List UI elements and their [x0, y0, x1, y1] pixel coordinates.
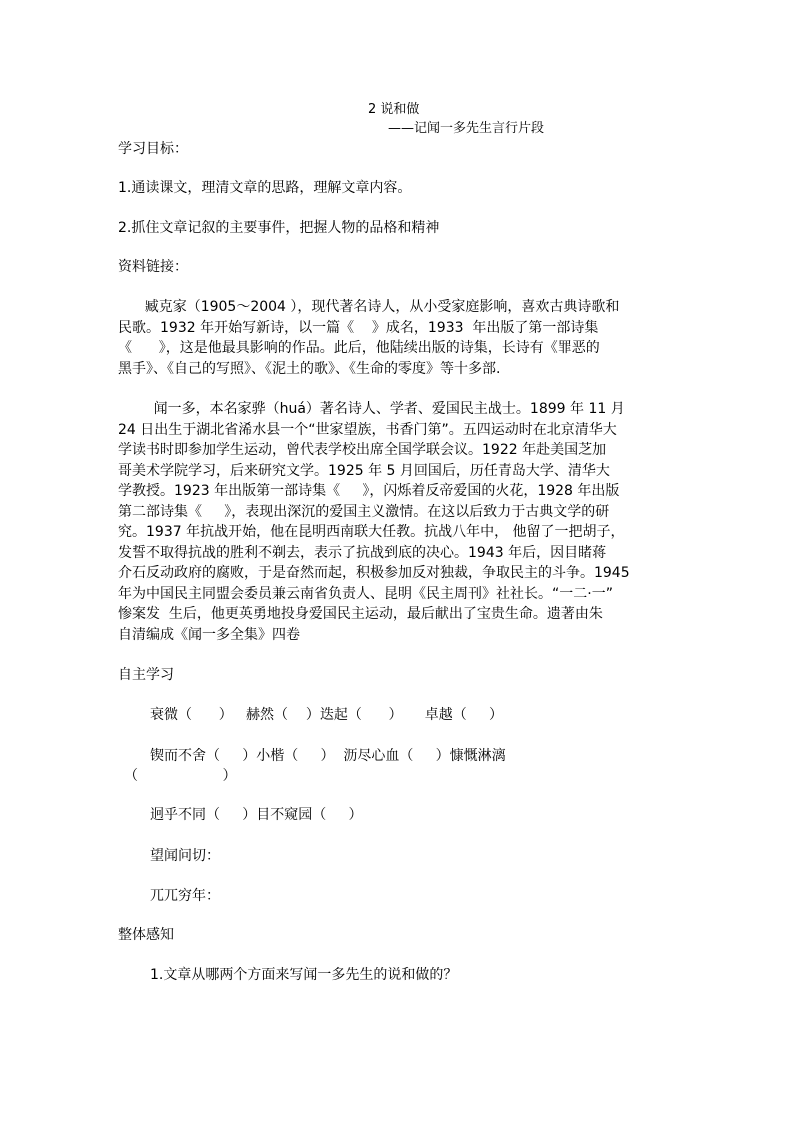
vocab-row-1: 衰微（ ） 赫然（ ）迭起（ ） 卓越（ ） — [150, 707, 504, 723]
paragraph-line: 介石反动政府的腐败，于是奋然而起，积极参加反对独裁，争取民主的斗争。1945 — [118, 565, 630, 581]
resources-heading: 资料链接： — [118, 259, 188, 275]
lesson-title: 2 说和做 — [368, 102, 420, 117]
vocab-row-2-continued: （ ） — [124, 768, 237, 784]
paragraph-line: 臧克家（1905～2004 ），现代著名诗人，从小受家庭影响，喜欢古典诗歌和 — [118, 299, 620, 315]
vocab-row-3: 迥乎不同（ ）目不窥园（ ） — [150, 807, 363, 823]
overall-heading: 整体感知 — [118, 927, 174, 943]
paragraph-line: 《 》，这是他最具影响的作品。此后，他陆续出版的诗集，长诗有《罪恶的 — [118, 340, 600, 356]
vocab-row-2: 锲而不舍（ ）小楷（ ） 沥尽心血（ ）慷慨淋漓 — [150, 748, 506, 764]
paragraph-line: 24 日出生于湖北省浠水县一个“世家望族，书香门第”。五四运动时在北京清华大 — [118, 421, 617, 438]
wenyiduo-paragraph — [118, 399, 676, 645]
paragraph-line: 黑手》、《自己的写照》、《泥土的歌》、《生命的零度》等十多部. — [118, 360, 501, 377]
paragraph-line: 自清编成《闻一多全集》四卷 — [118, 626, 300, 643]
paragraph-line: 发誓不取得抗战的胜利不剃去，表示了抗战到底的决心。1943 年后，因目睹蒋 — [118, 544, 607, 561]
paragraph-line: 闻一多，本名家骅（huá）著名诗人、学者、爱国民主战士。1899 年 11 月 — [118, 401, 625, 417]
paragraph-line: 年为中国民主同盟会委员兼云南省负责人、昆明《民主周刊》社社长。“一二·一” — [118, 585, 613, 602]
lesson-subtitle: ——记闻一多先生言行片段 — [388, 121, 545, 136]
paragraph-line: 第二部诗集《 》，表现出深沉的爱国主义激情。在这以后致力于古典文学的研 — [118, 503, 610, 520]
zangkejia-paragraph — [118, 297, 676, 379]
paragraph-line: 哥美术学院学习，后来研究文学。1925 年 5 月回国后，历任青岛大学、清华大 — [118, 462, 610, 479]
paragraph-line: 究。1937 年抗战开始，他在昆明西南联大任教。抗战八年中， 他留了一把胡子， — [118, 524, 625, 540]
objective-item-2: 2.抓住文章记叙的主要事件，把握人物的品格和精神 — [118, 220, 440, 236]
paragraph-line: 学教授。1923 年出版第一部诗集《 》，闪烁着反帝爱国的火花，1928 年出版 — [118, 483, 620, 499]
vocab-row-4: 望闻问切： — [150, 848, 220, 864]
overall-question-1: 1.文章从哪两个方面来写闻一多先生的说和做的？ — [150, 967, 458, 983]
objective-item-1: 1.通读课文，理清文章的思路，理解文章内容。 — [118, 180, 412, 196]
vocab-row-5: 兀兀穷年： — [150, 888, 220, 904]
self-study-heading: 自主学习 — [118, 667, 174, 683]
paragraph-line: 惨案发 生后，他更英勇地投身爱国民主运动，最后献出了宝贵生命。遗著由朱 — [118, 606, 603, 622]
paragraph-line: 学读书时即参加学生运动，曾代表学校出席全国学联会议。1922 年赴美国芝加 — [118, 442, 607, 458]
objectives-heading: 学习目标： — [118, 141, 188, 157]
paragraph-line: 民歌。1932 年开始写新诗，以一篇《 》成名，1933 年出版了第一部诗集 — [118, 319, 599, 336]
